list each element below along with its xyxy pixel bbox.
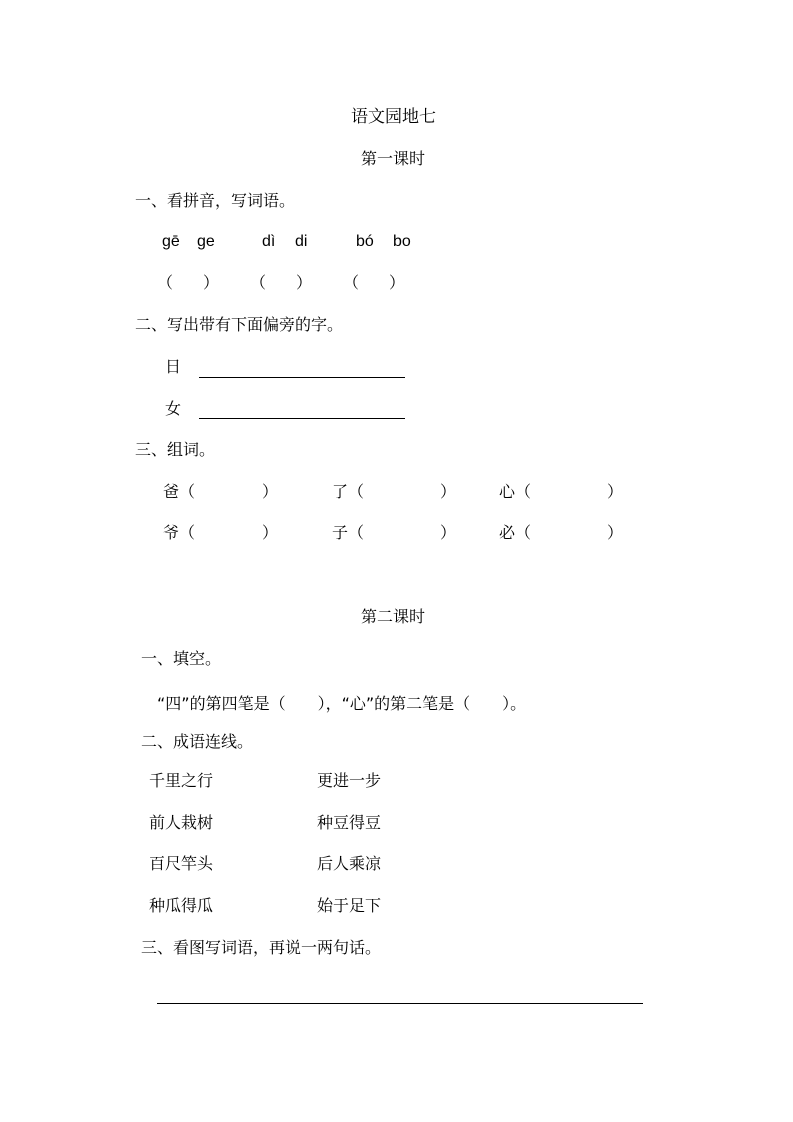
lesson-2-heading: 第二课时 [361, 607, 426, 626]
lesson-2-question-3-label: 三、看图写词语，再说一两句话。 [141, 938, 382, 957]
lesson-2-question-2-label: 二、成语连线。 [141, 732, 254, 751]
idiom-right-item: 更进一步 [317, 771, 382, 790]
answer-bracket-close: ） [440, 482, 457, 501]
page-title: 语文园地七 [351, 107, 436, 127]
word-group-char: 爸（ [163, 482, 196, 501]
answer-bracket-close: ） [607, 482, 624, 501]
pinyin-item: ge [197, 233, 215, 250]
word-group-char: 必（ [499, 523, 532, 542]
answer-bracket-close: ） [440, 523, 457, 542]
lesson-1-heading: 第一课时 [361, 149, 426, 168]
radical-label: 日 [165, 357, 182, 376]
lesson-2-question-1-label: 一、填空。 [141, 649, 222, 668]
idiom-right-item: 始于足下 [317, 896, 382, 915]
answer-bracket-open: （ [250, 273, 267, 292]
pinyin-item: gē [162, 233, 180, 250]
pinyin-item: di [295, 233, 308, 250]
pinyin-item: bo [393, 233, 411, 250]
radical-label: 女 [165, 399, 182, 418]
idiom-left-item: 百尺竿头 [149, 854, 214, 873]
answer-bracket-close: ） [203, 273, 220, 292]
fill-in-sentence: “四”的第四笔是（ ），“心”的第二笔是（ ）。 [157, 694, 527, 713]
word-group-char: 了（ [332, 482, 365, 501]
answer-bracket-open: （ [157, 273, 174, 292]
answer-line [157, 1003, 643, 1004]
word-group-char: 爷（ [163, 523, 196, 542]
word-group-char: 子（ [332, 523, 365, 542]
answer-bracket-open: （ [343, 273, 360, 292]
answer-line [199, 418, 405, 419]
word-group-char: 心（ [499, 482, 532, 501]
pinyin-item: dì [262, 233, 276, 250]
answer-bracket-close: ） [262, 523, 279, 542]
answer-bracket-close: ） [262, 482, 279, 501]
answer-bracket-close: ） [389, 273, 406, 292]
answer-bracket-close: ） [296, 273, 313, 292]
idiom-left-item: 种瓜得瓜 [149, 896, 214, 915]
pinyin-item: bó [356, 233, 374, 250]
idiom-right-item: 后人乘凉 [317, 854, 382, 873]
answer-bracket-close: ） [607, 523, 624, 542]
lesson-1-question-2-label: 二、写出带有下面偏旁的字。 [135, 315, 344, 334]
lesson-1-question-3-label: 三、组词。 [135, 440, 216, 459]
lesson-1-question-1-label: 一、看拼音，写词语。 [135, 191, 296, 210]
idiom-left-item: 千里之行 [149, 771, 214, 790]
answer-line [199, 377, 405, 378]
idiom-left-item: 前人栽树 [149, 813, 214, 832]
idiom-right-item: 种豆得豆 [317, 813, 382, 832]
